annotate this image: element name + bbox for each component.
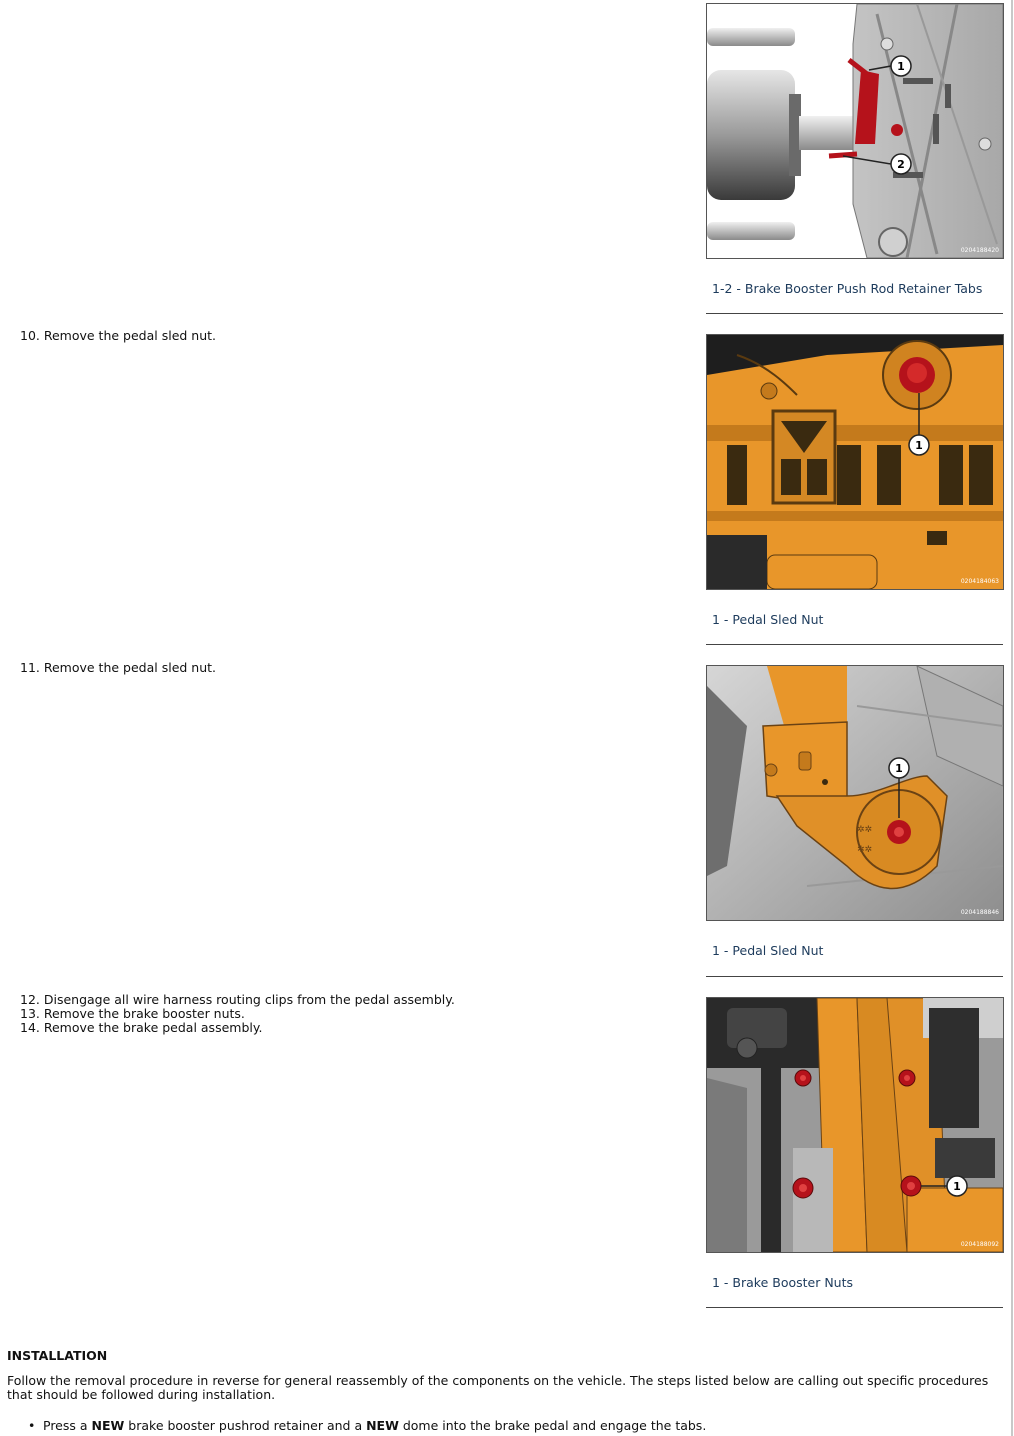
figure-caption: 1 - Brake Booster Nuts bbox=[712, 1275, 854, 1290]
step-11: 11. Remove the pedal sled nut. bbox=[20, 660, 217, 675]
section-divider bbox=[706, 313, 1003, 314]
bullet-text-part: Press a bbox=[43, 1418, 92, 1433]
installation-paragraph: Follow the removal procedure in reverse for general reassembly of the components on the vehicle. The steps listed below are calling out specific procedures that should be followed during installation. bbox=[7, 1373, 989, 1402]
figure-pedal-sled-nut-a bbox=[706, 334, 1004, 590]
figure-push-rod-retainer bbox=[706, 3, 1004, 259]
step-13: 13. Remove the brake booster nuts. bbox=[20, 1006, 245, 1021]
installation-heading: INSTALLATION bbox=[7, 1348, 108, 1363]
pedal-sled-illustration-a bbox=[707, 335, 1003, 589]
step-12: 12. Disengage all wire harness routing clips from the pedal assembly. bbox=[20, 992, 455, 1007]
figure-pedal-sled-nut-b bbox=[706, 665, 1004, 921]
svg-text:✲✲: ✲✲ bbox=[857, 825, 873, 835]
figure-caption: 1 - Pedal Sled Nut bbox=[712, 943, 824, 958]
figure-stamp: 0204188846 bbox=[960, 909, 999, 916]
step-10: 10. Remove the pedal sled nut. bbox=[20, 328, 217, 343]
section-divider bbox=[706, 976, 1003, 977]
callout-1-label: 1 bbox=[895, 762, 903, 775]
brake-booster-illustration bbox=[707, 998, 1003, 1252]
bullet-text bbox=[43, 1418, 706, 1433]
section-divider bbox=[706, 1307, 1003, 1308]
bullet-emphasis: NEW bbox=[91, 1418, 125, 1433]
page-right-border bbox=[1011, 0, 1013, 1436]
figure-caption: 1 - Pedal Sled Nut bbox=[712, 612, 824, 627]
bullet-symbol: • bbox=[28, 1418, 36, 1433]
pedal-sled-illustration-b bbox=[707, 666, 1003, 920]
callout-1-label: 1 bbox=[897, 60, 905, 73]
figure-stamp: 0204188420 bbox=[960, 247, 999, 254]
figure-brake-booster-nuts bbox=[706, 997, 1004, 1253]
step-14: 14. Remove the brake pedal assembly. bbox=[20, 1020, 263, 1035]
figure-caption: 1-2 - Brake Booster Push Rod Retainer Tabs bbox=[712, 281, 983, 296]
push-rod-illustration bbox=[707, 4, 1003, 258]
svg-text:✲✲: ✲✲ bbox=[857, 845, 873, 855]
bullet-text-part: dome into the brake pedal and engage the tabs. bbox=[398, 1418, 707, 1433]
callout-2-label: 2 bbox=[897, 158, 905, 171]
figure-stamp: 0204188092 bbox=[960, 1241, 999, 1248]
callout-1-label: 1 bbox=[953, 1180, 961, 1193]
section-divider bbox=[706, 644, 1003, 645]
bullet-text-part: brake booster pushrod retainer and a bbox=[124, 1418, 367, 1433]
bullet-emphasis: NEW bbox=[366, 1418, 399, 1433]
callout-1-label: 1 bbox=[915, 439, 923, 452]
figure-stamp: 0204184063 bbox=[960, 578, 999, 585]
